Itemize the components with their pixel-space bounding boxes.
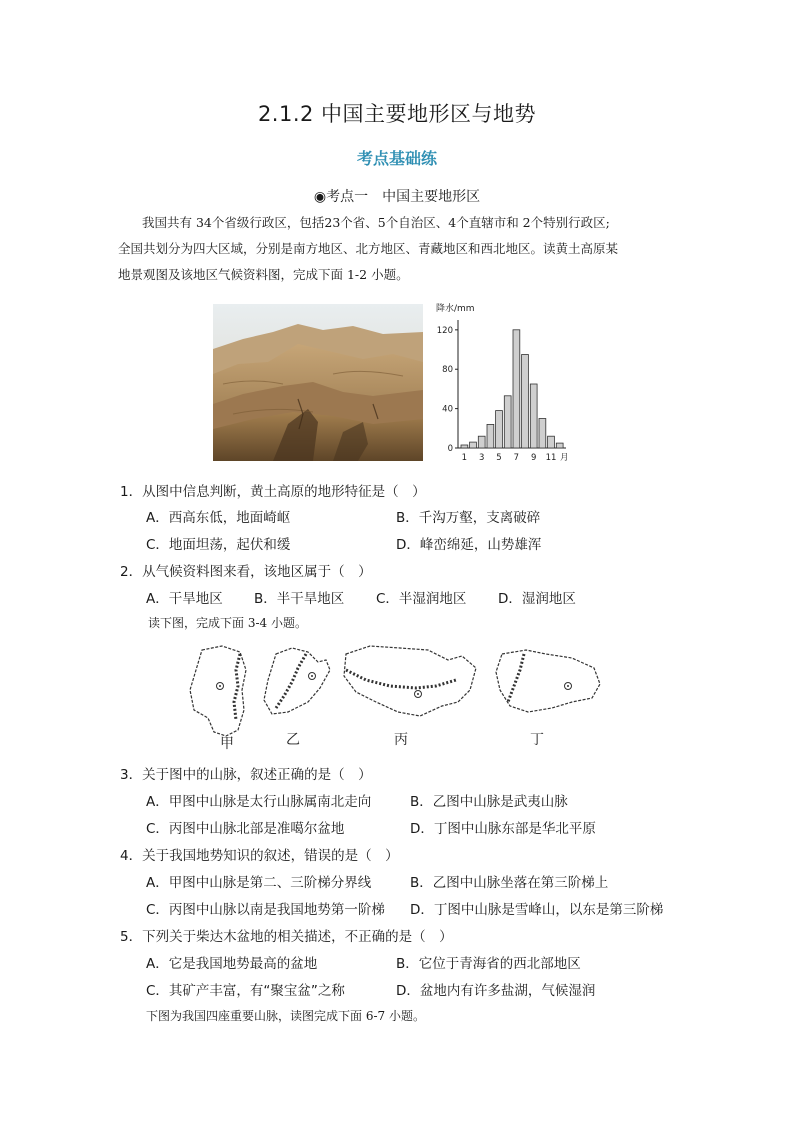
chart-bar-month-12 bbox=[556, 443, 563, 448]
chart-bar-month-4 bbox=[487, 424, 494, 448]
chart-xtick-label: 9 bbox=[530, 453, 537, 463]
chart-xtick-label: 5 bbox=[496, 453, 502, 463]
map-yi bbox=[264, 648, 330, 714]
read-instruction-6-7: 下图为我国四座重要山脉，读图完成下面 6-7 小题。 bbox=[146, 1009, 425, 1023]
q4-option-c[interactable]: C．丙图中山脉以南是我国地势第一阶梯 bbox=[146, 902, 385, 918]
intro-line-1: 我国共有 34个省级行政区，包括23个省、5个自治区、4个直辖市和 2个特别行政区; bbox=[142, 215, 610, 230]
subtitle: 考点基础练 bbox=[356, 149, 437, 168]
q5-option-d[interactable]: D．盆地内有许多盐湖，气候湿润 bbox=[396, 983, 596, 999]
read-instruction-3-4: 读下图，完成下面 3-4 小题。 bbox=[148, 616, 307, 630]
chart-bar-month-11 bbox=[548, 436, 555, 448]
chart-bar-month-6 bbox=[504, 396, 511, 448]
q4-stem: 4．关于我国地势知识的叙述，错误的是（ ） bbox=[120, 848, 399, 864]
q1-option-b[interactable]: B．千沟万壑，支离破碎 bbox=[396, 510, 541, 526]
q4-option-a[interactable]: A．甲图中山脉是第二、三阶梯分界线 bbox=[146, 875, 372, 891]
q3-stem: 3．关于图中的山脉，叙述正确的是（ ） bbox=[120, 767, 372, 783]
chart-bar-month-3 bbox=[478, 436, 485, 448]
q1-stem: 1．从图中信息判断，黄土高原的地形特征是（ ） bbox=[120, 484, 426, 500]
q3-option-d[interactable]: D．丁图中山脉东部是华北平原 bbox=[410, 821, 596, 837]
q3-option-c[interactable]: C．丙图中山脉北部是准噶尔盆地 bbox=[146, 821, 345, 837]
page-title: 2.1.2 中国主要地形区与地势 bbox=[257, 102, 537, 126]
q2-option-a[interactable]: A．干旱地区 bbox=[146, 591, 223, 607]
chart-ylabel: 降水/mm bbox=[436, 304, 475, 314]
map-jia bbox=[190, 646, 246, 736]
chart-bar-month-9 bbox=[530, 384, 537, 448]
map-label-bing: 丙 bbox=[394, 732, 408, 748]
chart-ytick-label: 80 bbox=[442, 365, 453, 376]
chart-xtick-label: 3 bbox=[478, 453, 485, 463]
q2-option-d[interactable]: D．湿润地区 bbox=[498, 591, 576, 607]
chart-bar-month-7 bbox=[513, 330, 520, 448]
chart-bar-month-5 bbox=[496, 411, 503, 448]
map-bing bbox=[344, 646, 476, 716]
q2-stem: 2．从气候资料图来看，该地区属于（ ） bbox=[120, 564, 372, 580]
chart-bar-month-1 bbox=[461, 445, 468, 448]
q4-option-d[interactable]: D．丁图中山脉是雪峰山，以东是第三阶梯 bbox=[410, 902, 664, 918]
section-heading: ◉考点一 中国主要地形区 bbox=[313, 189, 481, 205]
q4-option-b[interactable]: B．乙图中山脉坐落在第三阶梯上 bbox=[410, 875, 609, 891]
chart-xtick-label: 1 bbox=[461, 453, 468, 463]
q1-option-d[interactable]: D．峰峦绵延，山势雄浑 bbox=[396, 537, 542, 553]
q5-option-b[interactable]: B．它位于青海省的西北部地区 bbox=[396, 956, 581, 972]
q1-option-a[interactable]: A．西高东低，地面崎岖 bbox=[146, 510, 291, 526]
chart-ytick-label: 40 bbox=[442, 404, 453, 415]
q3-option-a[interactable]: A．甲图中山脉是太行山脉属南北走向 bbox=[146, 794, 372, 810]
q3-option-b[interactable]: B．乙图中山脉是武夷山脉 bbox=[410, 794, 568, 810]
chart-bar-month-8 bbox=[522, 355, 529, 449]
intro-line-3: 地景观图及该地区气候资料图，完成下面 1-2 小题。 bbox=[118, 267, 409, 282]
q5-option-c[interactable]: C．其矿产丰富，有“聚宝盆”之称 bbox=[146, 983, 345, 999]
chart-bar-month-10 bbox=[539, 419, 546, 449]
map-label-jia: 甲 bbox=[220, 736, 234, 752]
chart-ytick-label: 120 bbox=[436, 325, 453, 336]
precipitation-chart bbox=[430, 298, 580, 466]
q5-stem: 5．下列关于柴达木盆地的相关描述，不正确的是（ ） bbox=[120, 929, 453, 945]
q5-option-a[interactable]: A．它是我国地势最高的盆地 bbox=[146, 956, 318, 972]
mountain-maps bbox=[180, 640, 610, 755]
map-label-ding: 丁 bbox=[530, 732, 544, 748]
chart-xtick-label: 11 bbox=[545, 453, 557, 463]
chart-xunit: 月 bbox=[560, 453, 569, 463]
map-label-yi: 乙 bbox=[286, 732, 300, 748]
loess-plateau-photo bbox=[213, 304, 423, 461]
chart-bar-month-2 bbox=[470, 442, 477, 448]
q2-option-b[interactable]: B．半干旱地区 bbox=[254, 591, 345, 607]
chart-xtick-label: 7 bbox=[513, 453, 520, 463]
map-ding bbox=[496, 650, 600, 712]
q1-option-c[interactable]: C．地面坦荡，起伏和缓 bbox=[146, 537, 291, 553]
intro-line-2: 全国共划分为四大区域，分别是南方地区、北方地区、青藏地区和西北地区。读黄土高原某 bbox=[118, 241, 619, 256]
q2-option-c[interactable]: C．半湿润地区 bbox=[376, 591, 467, 607]
chart-ytick-label: 0 bbox=[447, 444, 453, 454]
